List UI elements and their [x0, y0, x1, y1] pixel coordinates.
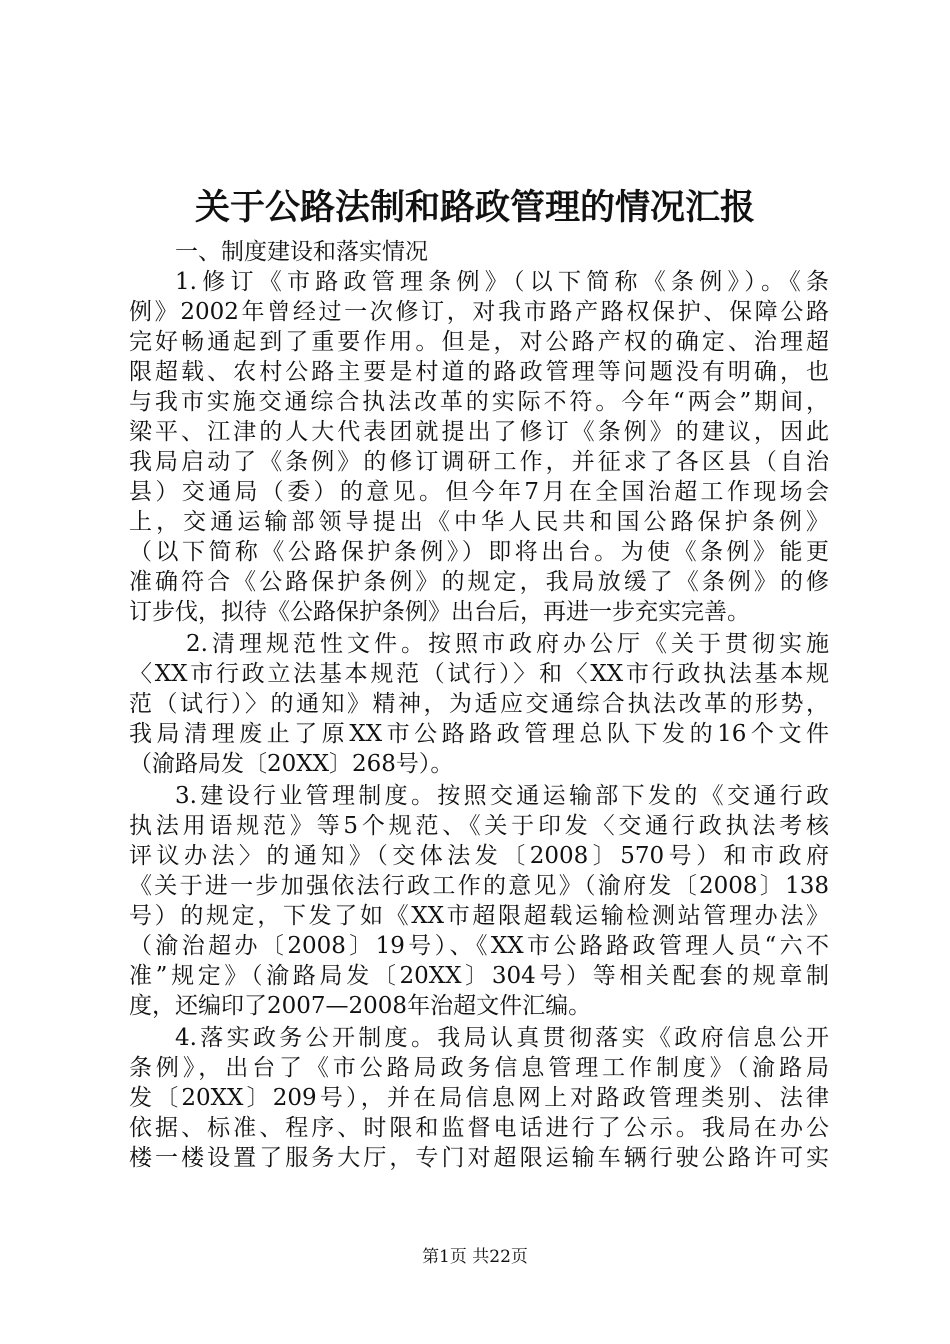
paragraph-2: [129, 629, 829, 779]
paragraph-line: （渝治超办〔2008〕19号）、《XX市公路路政管理人员“六不: [129, 933, 829, 959]
paragraph-line: 评议办法〉的通知》（交体法发〔2008〕570号）和市政府: [129, 843, 829, 869]
paragraph-line: 3.建设行业管理制度。按照交通运输部下发的《交通行政: [175, 783, 829, 809]
paragraph-line: 条例》，出台了《市公路局政务信息管理工作制度》（渝路局: [129, 1055, 829, 1081]
paragraph-line: 4.落实政务公开制度。我局认真贯彻落实《政府信息公开: [175, 1025, 829, 1051]
paragraph-3: [129, 781, 829, 1021]
section-heading: 一、制度建设和落实情况: [175, 239, 428, 265]
paragraph-line: 执法用语规范》等5个规范、《关于印发〈交通行政执法考核: [129, 813, 829, 839]
paragraph-line: 1.修订《市路政管理条例》（以下简称《条例》）。《条: [175, 269, 829, 295]
paragraph-line: 完好畅通起到了重要作用。但是，对公路产权的确定、治理超: [129, 329, 829, 355]
paragraph-line: 发〔20XX〕209号），并在局信息网上对路政管理类别、法律: [129, 1085, 829, 1111]
paragraph-line: 我局启动了《条例》的修订调研工作，并征求了各区县（自治: [129, 449, 829, 475]
paragraph-line: （渝路局发〔20XX〕268号）。: [129, 751, 454, 777]
paragraph-line: 度，还编印了2007—2008年治超文件汇编。: [129, 993, 592, 1019]
paragraph-line: 限超载、农村公路主要是村道的路政管理等问题没有明确，也: [129, 359, 829, 385]
document-title: 关于公路法制和路政管理的情况汇报: [194, 187, 755, 228]
page-footer: 第1页 共22页: [422, 1247, 528, 1267]
paragraph-line: 县）交通局（委）的意见。但今年7月在全国治超工作现场会: [129, 479, 829, 505]
paragraph-line: 依据、标准、程序、时限和监督电话进行了公示。我局在办公: [129, 1115, 829, 1141]
paragraph-line: 我局清理废止了原XX市公路路政管理总队下发的16个文件: [129, 721, 829, 747]
paragraph-line: 订步伐，拟待《公路保护条例》出台后，再进一步充实完善。: [129, 599, 750, 625]
paragraph-line: 梁平、江津的人大代表团就提出了修订《条例》的建议，因此: [129, 419, 829, 445]
paragraph-line: 与我市实施交通综合执法改革的实际不符。今年“两会”期间，: [129, 389, 829, 415]
document-body: [129, 237, 829, 1173]
paragraph-line: 《关于进一步加强依法行政工作的意见》（渝府发〔2008〕138: [129, 873, 829, 899]
paragraph-line: 准确符合《公路保护条例》的规定，我局放缓了《条例》的修: [129, 569, 829, 595]
paragraph-4: [129, 1023, 829, 1173]
paragraph-line: 2.清理规范性文件。按照市政府办公厅《关于贯彻实施: [186, 631, 829, 657]
paragraph-line: 准”规定》（渝路局发〔20XX〕304号）等相关配套的规章制: [129, 963, 829, 989]
paragraph-line: 例》2002年曾经过一次修订，对我市路产路权保护、保障公路: [129, 299, 829, 325]
paragraph-line: 楼一楼设置了服务大厅，专门对超限运输车辆行驶公路许可实: [129, 1145, 829, 1171]
paragraph-line: 号）的规定，下发了如《XX市超限超载运输检测站管理办法》: [129, 903, 829, 929]
paragraph-line: 范（试行）〉的通知》精神，为适应交通综合执法改革的形势，: [129, 691, 829, 717]
paragraph-line: 上，交通运输部领导提出《中华人民共和国公路保护条例》: [129, 509, 829, 535]
paragraph-line: 〈XX市行政立法基本规范（试行）〉和〈XX市行政执法基本规: [129, 661, 829, 687]
paragraph-line: （以下简称《公路保护条例》）即将出台。为使《条例》能更: [129, 539, 829, 565]
paragraph-1: [129, 267, 829, 627]
